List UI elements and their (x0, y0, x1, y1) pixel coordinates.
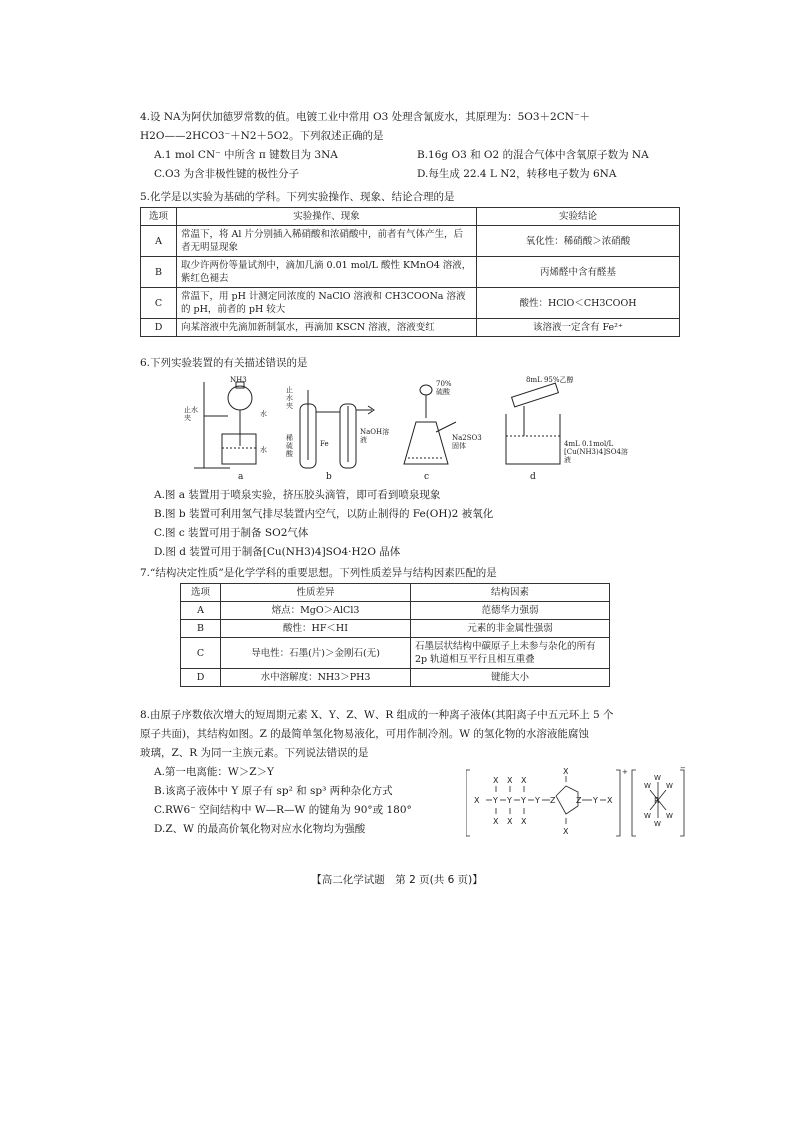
ionic-liquid-structure (466, 762, 688, 844)
q5-table-header (141, 208, 680, 226)
q7-header-structure: 结构因素 (411, 584, 610, 602)
struct-atom-y-1: Y (493, 796, 498, 805)
struct-charge-minus: − (680, 764, 686, 772)
page-footer: 【高二化学试题 第 2 页(共 6 页)】 (311, 874, 483, 886)
q6-apparatus-figures (184, 376, 630, 486)
q6-option-c: C.图 c 装置可用于制备 SO2气体 (154, 527, 309, 539)
q7-table-header (181, 584, 610, 602)
struct-atom-y-2: Y (507, 796, 512, 805)
q5-row-a-operation: 常温下，将 Al 片分别插入稀硝酸和浓硝酸中，前者有气体产生，后者无明显现象 (177, 226, 477, 257)
table-row (141, 288, 680, 319)
q6-options (140, 486, 680, 562)
q7-row-b-structure: 元素的非金属性强弱 (411, 620, 610, 638)
q4-options (140, 146, 680, 184)
q5-row-a-conclusion: 氧化性：稀硝酸＞浓硝酸 (477, 226, 680, 257)
q8-option-d: D.Z、W 的最高价氧化物对应水化物均为强酸 (154, 823, 366, 835)
fig-b-dilute-acid-caption: 稀硫酸 (286, 434, 293, 458)
q7-row-a-structure: 范德华力强弱 (411, 602, 610, 620)
struct-atom-y-4: Y (535, 796, 540, 805)
table-row (141, 226, 680, 257)
fig-b-fe-caption: Fe (320, 440, 329, 448)
q7-row-b-label: B (181, 620, 221, 638)
q4-option-d: D.每生成 22.4 L N2，转移电子数为 6NA (417, 168, 617, 180)
apparatus-a (194, 382, 256, 468)
q8-option-b: B.该离子液体中 Y 原子有 sp² 和 sp³ 两种杂化方式 (154, 785, 393, 797)
q5-header-option: 选项 (141, 208, 177, 226)
struct-atom-x-3: X (493, 776, 499, 785)
q5-row-d-operation: 向某溶液中先滴加新制氯水，再滴加 KSCN 溶液，溶液变红 (177, 319, 477, 337)
table-row (141, 257, 680, 288)
q5-row-b-operation: 取少许两份等量试剂中，滴加几滴 0.01 mol/L 酸性 KMnO4 溶液，紫红色褪去 (177, 257, 477, 288)
q5-header-conclusion: 实验结论 (477, 208, 680, 226)
fig-a-water-caption-2: 水 (260, 446, 267, 454)
fig-d-solution-caption: 4mL 0.1mol/L [Cu(NH3)4]SO4溶液 (564, 440, 628, 464)
struct-atom-x-8: X (521, 817, 527, 826)
q4-option-b: B.16g O3 和 O2 的混合气体中含氧原子数为 NA (417, 149, 649, 161)
struct-atom-w-3: W (644, 812, 651, 820)
struct-atom-x-4: X (507, 776, 513, 785)
q5-row-b-label: B (141, 257, 177, 288)
q7-row-d-property: 水中溶解度：NH3＞PH3 (221, 669, 411, 687)
q7-row-c-property: 导电性：石墨(片)＞金刚石(无) (221, 638, 411, 669)
q5-row-d-label: D (141, 319, 177, 337)
q5-header-operation: 实验操作、现象 (177, 208, 477, 226)
q4-stem-line1: 4.设 NA为阿伏加德罗常数的值。电镀工业中常用 O3 处理含氰废水，其原理为：5O3＋2CN⁻＋ (140, 111, 591, 123)
q7-row-c-label: C (181, 638, 221, 669)
fig-c-acid-caption: 70%硫酸 (436, 380, 452, 396)
fig-a-stopcock-caption: 止水夹 (184, 406, 198, 422)
fig-label-d: d (530, 472, 536, 482)
struct-atom-x-5: X (521, 776, 527, 785)
struct-atom-z-1: Z (550, 796, 556, 805)
q7-table (180, 583, 610, 687)
q5-row-d-conclusion: 该溶液一定含有 Fe²⁺ (477, 319, 680, 337)
struct-atom-w-2: W (666, 782, 673, 790)
table-row (181, 669, 610, 687)
q6-option-a: A.图 a 装置用于喷泉实验，挤压胶头滴管，即可看到喷泉现象 (154, 489, 441, 501)
fig-b-naoh-caption: NaOH溶液 (360, 428, 390, 444)
q8-options (140, 763, 474, 839)
fig-label-a: a (238, 472, 244, 482)
q7-row-c-structure: 石墨层状结构中碳原子上未参与杂化的所有 2p 轨道相互平行且相互重叠 (411, 638, 610, 669)
fig-c-solid-caption: Na2SO3固体 (452, 434, 482, 450)
q7-header-property: 性质差异 (221, 584, 411, 602)
q5-stem: 5.化学是以实验为基础的学科。下列实验操作、现象、结论合理的是 (140, 191, 455, 203)
table-row (181, 620, 610, 638)
q7-row-a-label: A (181, 602, 221, 620)
apparatus-d (506, 383, 560, 464)
q6-option-d: D.图 d 装置可用于制备[Cu(NH3)4]SO4·H2O 晶体 (154, 546, 401, 558)
struct-atom-x-1: X (474, 796, 480, 805)
q7-row-b-property: 酸性：HF＜HI (221, 620, 411, 638)
fig-a-nh3-caption: NH3 (230, 376, 247, 384)
q5-row-c-operation: 常温下，用 pH 计测定同浓度的 NaClO 溶液和 CH3COONa 溶液的 pH，前者的 pH 较大 (177, 288, 477, 319)
struct-atom-r: R (654, 796, 660, 805)
struct-atom-w-4: W (666, 812, 673, 820)
q7-stem: 7.“结构决定性质”是化学学科的重要思想。下列性质差异与结构因素匹配的是 (140, 567, 497, 579)
q8-stem-line2: 原子共面)，其结构如图。Z 的最简单氢化物易液化，可用作制冷剂。W 的氢化物的水溶液能腐蚀 (140, 728, 589, 740)
question-6 (140, 354, 680, 373)
fig-d-ethanol-caption: 8mL 95%乙醇 (526, 376, 574, 384)
struct-atom-y-5: Y (593, 796, 598, 805)
question-4 (140, 108, 680, 184)
q4-option-c: C.O3 为含非极性键的极性分子 (154, 168, 300, 180)
fig-label-b: b (326, 472, 332, 482)
q8-option-a: A.第一电离能：W＞Z＞Y (154, 766, 274, 778)
q5-row-c-conclusion: 酸性：HClO＜CH3COOH (477, 288, 680, 319)
struct-atom-w-5: W (654, 774, 661, 782)
struct-atom-x-10: X (563, 827, 569, 836)
struct-atom-x-7: X (507, 817, 513, 826)
fig-b-stopcock-caption: 止水夹 (286, 386, 293, 410)
q4-stem-line2: H2O——2HCO3⁻＋N2＋5O2。下列叙述正确的是 (140, 130, 384, 142)
struct-atom-w-1: W (644, 782, 651, 790)
question-6-options (140, 486, 680, 562)
table-row (181, 602, 610, 620)
table-row (141, 319, 680, 337)
q5-table (140, 207, 680, 337)
question-5 (140, 188, 680, 337)
struct-atom-w-6: W (654, 820, 661, 828)
q8-option-c: C.RW6⁻ 空间结构中 W—R—W 的键角为 90°或 180° (154, 804, 412, 816)
q6-apparatus-drawing (190, 376, 630, 486)
q6-stem: 6.下列实验装置的有关描述错误的是 (140, 357, 308, 369)
fig-label-c: c (424, 472, 430, 482)
q5-row-c-label: C (141, 288, 177, 319)
q7-header-option: 选项 (181, 584, 221, 602)
struct-atom-z-2: Z (576, 796, 582, 805)
q7-row-d-structure: 键能大小 (411, 669, 610, 687)
struct-atom-x-9: X (563, 767, 569, 776)
struct-atom-y-3: Y (521, 796, 526, 805)
struct-atom-x-6: X (493, 817, 499, 826)
struct-atom-x-2: X (607, 796, 613, 805)
q8-stem-line3: 玻璃，Z、R 为同一主族元素。下列说法错误的是 (140, 747, 369, 759)
q5-row-b-conclusion: 丙烯醛中含有醛基 (477, 257, 680, 288)
q4-option-a: A.1 mol CN⁻ 中所含 π 键数目为 3NA (154, 149, 338, 161)
q6-option-b: B.图 b 装置可利用氢气排尽装置内空气，以防止制得的 Fe(OH)2 被氧化 (154, 508, 494, 520)
q8-stem-line1: 8.由原子序数依次增大的短周期元素 X、Y、Z、W、R 组成的一种离子液体(其阳离子中五元环上 5 个 (140, 709, 614, 721)
fig-a-water-caption-1: 水 (260, 410, 267, 418)
struct-charge-plus: + (622, 768, 628, 776)
q5-row-a-label: A (141, 226, 177, 257)
apparatus-c (404, 385, 456, 464)
question-7 (140, 564, 680, 687)
q7-row-d-label: D (181, 669, 221, 687)
table-row (181, 638, 610, 669)
q7-row-a-property: 熔点：MgO＞AlCl3 (221, 602, 411, 620)
